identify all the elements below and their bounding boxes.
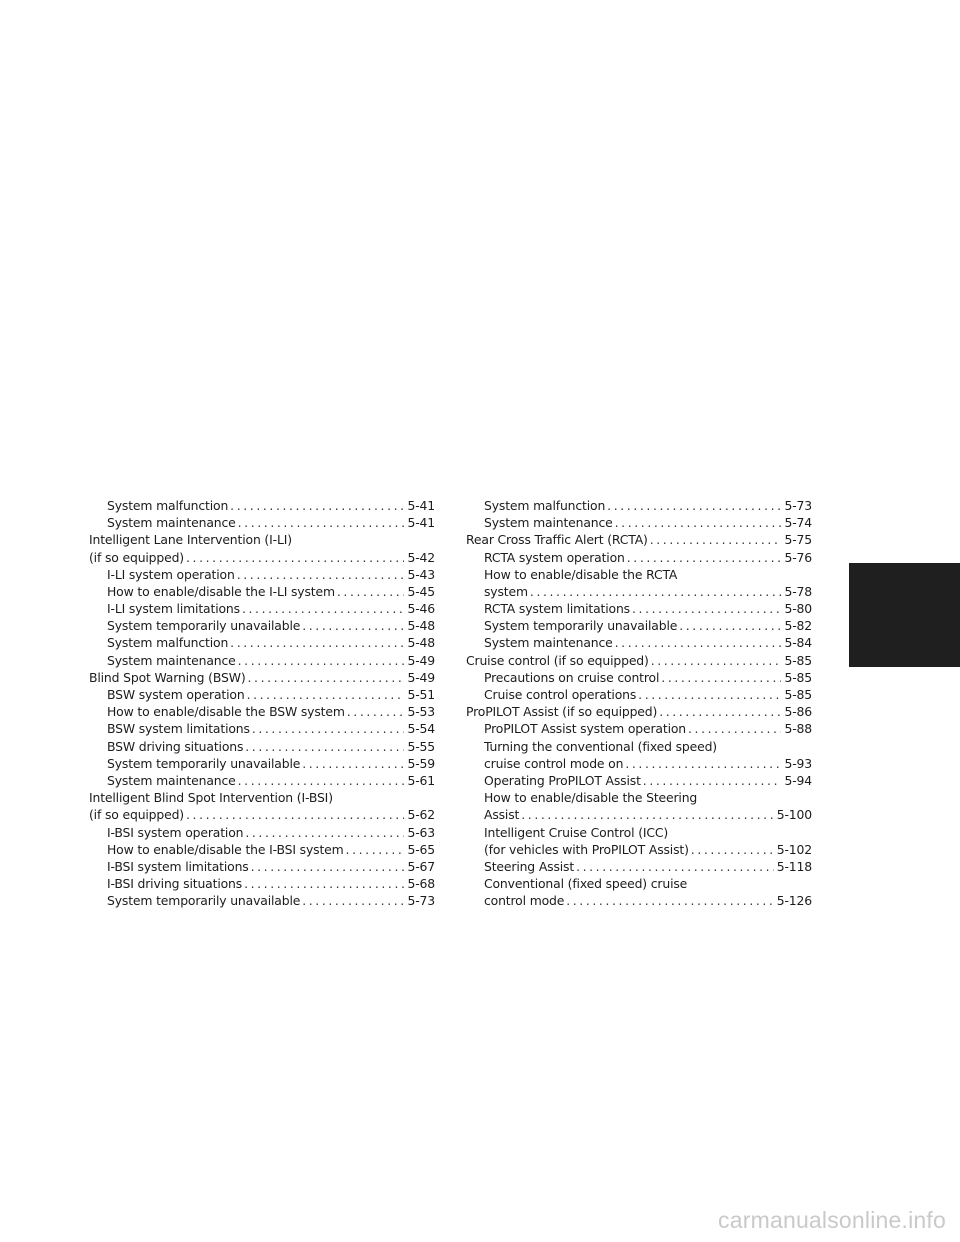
- toc-entry[interactable]: Cruise control operations ..... 5-85: [466, 686, 812, 703]
- toc-entry[interactable]: BSW system operation ..... 5-51: [89, 686, 435, 703]
- toc-entry[interactable]: Operating ProPILOT Assist ..... 5-94: [466, 772, 812, 789]
- toc-entry[interactable]: I-BSI system operation ..... 5-63: [89, 824, 435, 841]
- page-number: 5-73: [407, 893, 435, 909]
- page-number: 5-42: [407, 549, 435, 565]
- page-number: 5-84: [784, 635, 812, 651]
- toc-entry[interactable]: How to enable/disable the BSW system ..... 5-53: [89, 703, 435, 720]
- toc-entry[interactable]: System temporarily unavailable ..... 5-59: [89, 755, 435, 772]
- page-number: 5-82: [784, 618, 812, 634]
- toc-entry[interactable]: System maintenance ..... 5-41: [89, 514, 435, 531]
- toc-entry[interactable]: (for vehicles with ProPILOT Assist) ..... 5-102: [466, 841, 812, 858]
- page-number: 5-85: [784, 687, 812, 703]
- page-number: 5-62: [407, 807, 435, 823]
- page-number: 5-61: [407, 772, 435, 788]
- page-number: 5-43: [407, 566, 435, 582]
- page-number: 5-45: [407, 583, 435, 599]
- toc-entry[interactable]: System maintenance ..... 5-74: [466, 514, 812, 531]
- toc-column-right: [466, 497, 812, 910]
- page-number: 5-41: [407, 497, 435, 513]
- toc-entry-title-line[interactable]: Conventional (fixed speed) cruise: [484, 876, 688, 892]
- toc-entry[interactable]: System malfunction ..... 5-73: [466, 497, 812, 514]
- toc-entry-title-line[interactable]: Intelligent Blind Spot Intervention (I-BSI): [89, 790, 333, 806]
- toc-entry[interactable]: System maintenance ..... 5-61: [89, 772, 435, 789]
- toc-entry[interactable]: System temporarily unavailable ..... 5-48: [89, 617, 435, 634]
- page-number: 5-73: [784, 497, 812, 513]
- toc-entry[interactable]: System maintenance ..... 5-84: [466, 635, 812, 652]
- toc-entry[interactable]: BSW system limitations ..... 5-54: [89, 720, 435, 737]
- toc-entry-title-line[interactable]: Intelligent Cruise Control (ICC): [484, 824, 669, 840]
- page-number: 5-86: [784, 704, 812, 720]
- page-number: 5-67: [407, 858, 435, 874]
- page-number: 5-53: [407, 704, 435, 720]
- toc-entry-title-line[interactable]: How to enable/disable the RCTA: [484, 566, 678, 582]
- toc-entry[interactable]: I-LI system limitations ..... 5-46: [89, 600, 435, 617]
- page-number: 5-49: [407, 652, 435, 668]
- toc-entry[interactable]: Precautions on cruise control ..... 5-85: [466, 669, 812, 686]
- toc-entry[interactable]: ProPILOT Assist system operation ..... 5-88: [466, 720, 812, 737]
- page-number: 5-54: [407, 721, 435, 737]
- toc-entry[interactable]: Rear Cross Traffic Alert (RCTA) ..... 5-75: [466, 531, 812, 548]
- toc-entry-title-line[interactable]: Intelligent Lane Intervention (I-LI): [89, 532, 292, 548]
- page-number: 5-65: [407, 841, 435, 857]
- toc-entry[interactable]: How to enable/disable the I-LI system ..... 5-45: [89, 583, 435, 600]
- toc-entry[interactable]: system ..... 5-78: [466, 583, 812, 600]
- toc-entry[interactable]: RCTA system operation ..... 5-76: [466, 549, 812, 566]
- page-number: 5-59: [407, 755, 435, 771]
- toc-entry[interactable]: System temporarily unavailable ..... 5-73: [89, 892, 435, 909]
- page-number: 5-48: [407, 635, 435, 651]
- toc-entry[interactable]: RCTA system limitations ..... 5-80: [466, 600, 812, 617]
- page-number: 5-102: [776, 841, 812, 857]
- toc-entry-title-line[interactable]: Turning the conventional (fixed speed): [484, 738, 717, 754]
- watermark: carmanualsonline.info: [718, 1207, 946, 1233]
- page-number: 5-51: [407, 687, 435, 703]
- page-number: 5-80: [784, 601, 812, 617]
- page-number: 5-68: [407, 876, 435, 892]
- toc-column-left: [89, 497, 435, 910]
- toc-entry[interactable]: System temporarily unavailable ..... 5-82: [466, 617, 812, 634]
- toc-entry[interactable]: ProPILOT Assist (if so equipped) ..... 5-86: [466, 703, 812, 720]
- page-number: 5-85: [784, 669, 812, 685]
- toc-entry[interactable]: (if so equipped) ..... 5-62: [89, 806, 435, 823]
- page-number: 5-49: [407, 669, 435, 685]
- page-number: 5-55: [407, 738, 435, 754]
- page-number: 5-126: [776, 893, 812, 909]
- chapter-tab: [849, 563, 960, 667]
- page-number: 5-88: [784, 721, 812, 737]
- page-number: 5-63: [407, 824, 435, 840]
- toc-entry[interactable]: control mode ..... 5-126: [466, 892, 812, 909]
- page-number: 5-94: [784, 772, 812, 788]
- toc-entry[interactable]: System malfunction ..... 5-48: [89, 635, 435, 652]
- page-number: 5-46: [407, 601, 435, 617]
- toc-entry[interactable]: System maintenance ..... 5-49: [89, 652, 435, 669]
- toc-entry[interactable]: System malfunction ..... 5-41: [89, 497, 435, 514]
- toc-entry[interactable]: Steering Assist ..... 5-118: [466, 858, 812, 875]
- toc-entry[interactable]: Cruise control (if so equipped) ..... 5-85: [466, 652, 812, 669]
- toc-entry[interactable]: I-BSI driving situations ..... 5-68: [89, 875, 435, 892]
- page-number: 5-76: [784, 549, 812, 565]
- toc-entry[interactable]: How to enable/disable the I-BSI system ..... 5-65: [89, 841, 435, 858]
- page-number: 5-74: [784, 515, 812, 531]
- toc-entry[interactable]: Blind Spot Warning (BSW) ..... 5-49: [89, 669, 435, 686]
- toc-entry-title-line[interactable]: How to enable/disable the Steering: [484, 790, 698, 806]
- toc-entry[interactable]: (if so equipped) ..... 5-42: [89, 549, 435, 566]
- toc-entry[interactable]: I-LI system operation ..... 5-43: [89, 566, 435, 583]
- toc-entry[interactable]: Assist ..... 5-100: [466, 806, 812, 823]
- page-number: 5-48: [407, 618, 435, 634]
- toc-entry[interactable]: cruise control mode on ..... 5-93: [466, 755, 812, 772]
- page-number: 5-100: [776, 807, 812, 823]
- page-number: 5-41: [407, 515, 435, 531]
- page-number: 5-75: [784, 532, 812, 548]
- page-number: 5-93: [784, 755, 812, 771]
- page-number: 5-118: [776, 858, 812, 874]
- toc-entry[interactable]: I-BSI system limitations ..... 5-67: [89, 858, 435, 875]
- page-number: 5-78: [784, 583, 812, 599]
- toc-entry[interactable]: BSW driving situations ..... 5-55: [89, 738, 435, 755]
- page-number: 5-85: [784, 652, 812, 668]
